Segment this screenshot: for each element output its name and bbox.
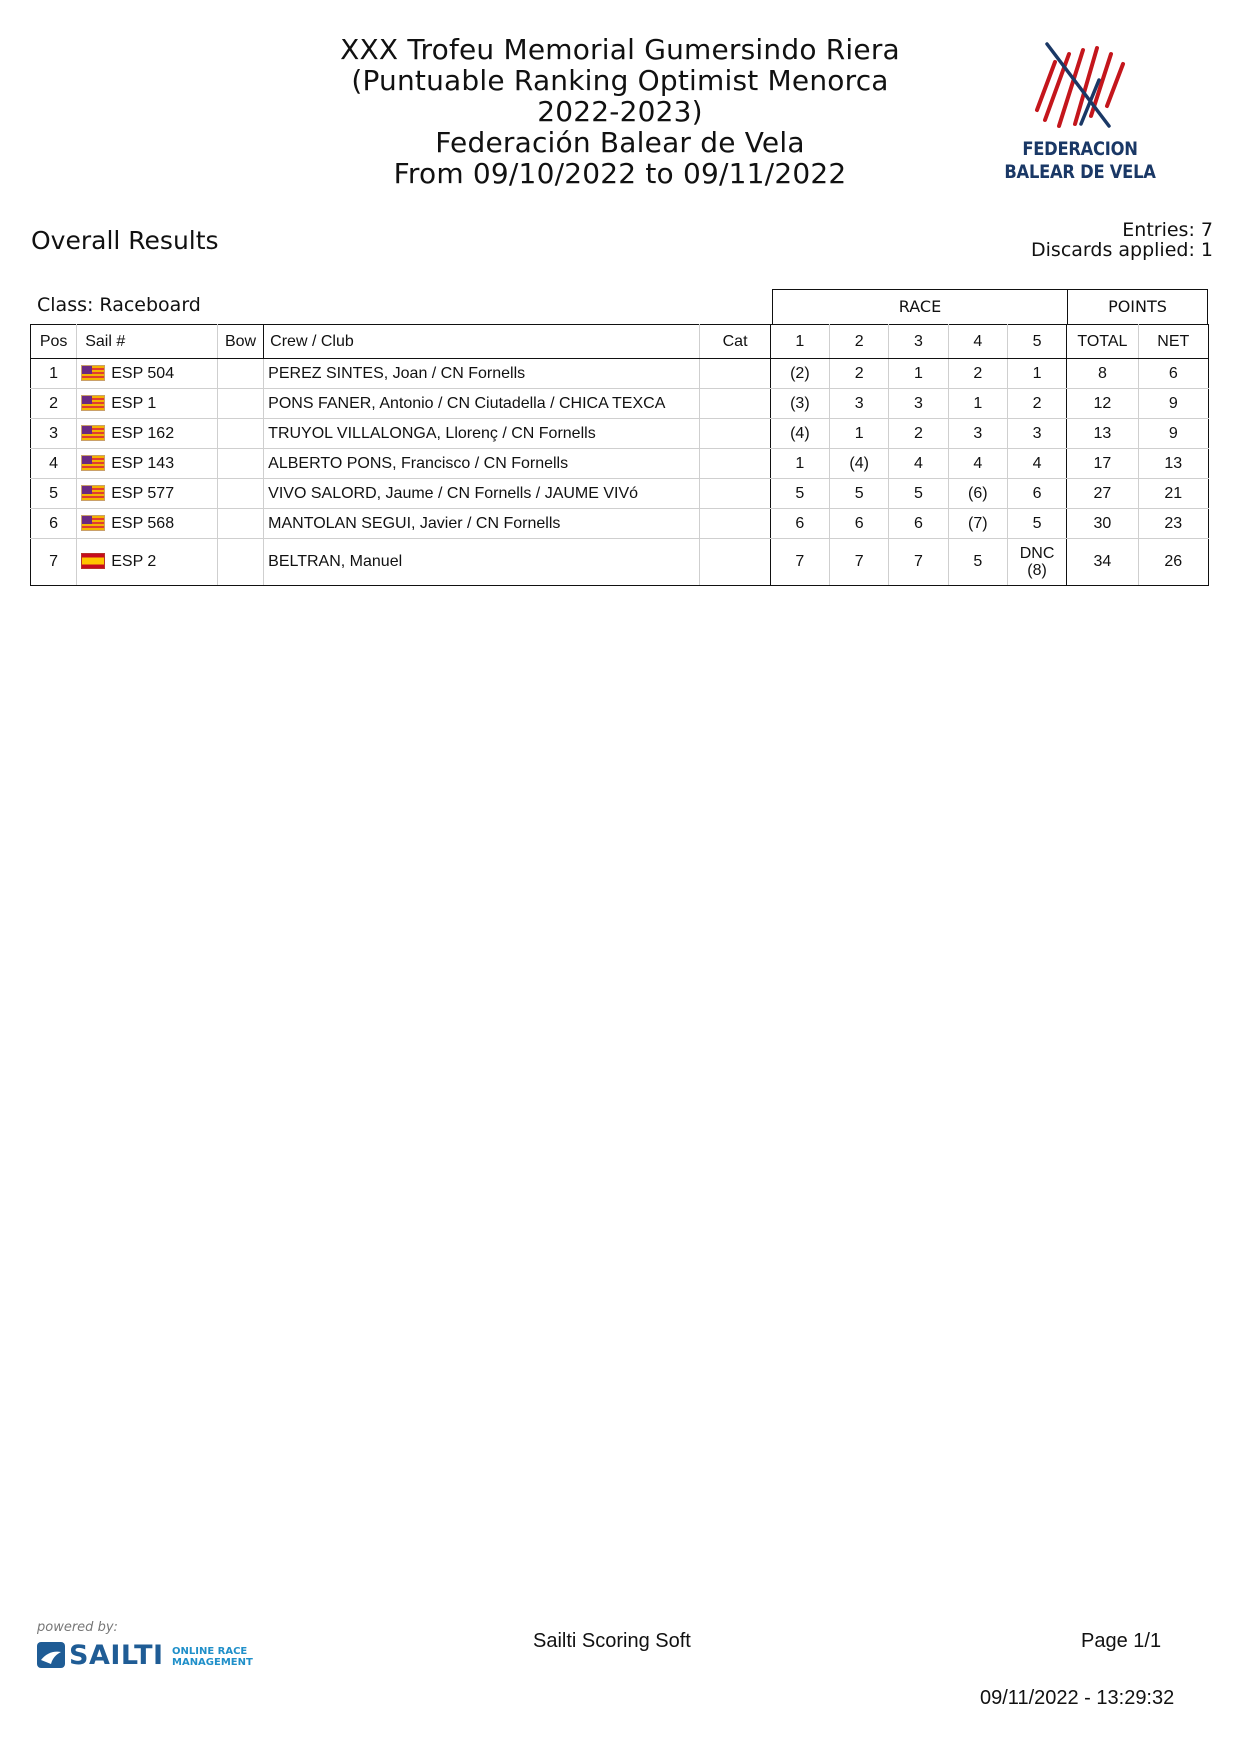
row-race-5: 2	[1007, 389, 1066, 419]
row-sail	[77, 479, 218, 509]
row-net: 9	[1138, 389, 1208, 419]
sail-number: ESP 577	[111, 484, 175, 502]
title-line-2: (Puntuable Ranking Optimist Menorca	[351, 64, 889, 97]
row-sail	[77, 389, 218, 419]
row-cat	[700, 539, 770, 586]
row-race-5: 5	[1007, 509, 1066, 539]
col-race-4: 4	[948, 325, 1007, 359]
row-race-1: (4)	[770, 419, 829, 449]
row-race-2: 5	[830, 479, 889, 509]
row-cat	[700, 479, 770, 509]
title-line-4: Federación Balear de Vela	[435, 126, 805, 159]
balearic-flag-icon	[81, 395, 105, 411]
row-pos: 5	[31, 479, 77, 509]
col-net: NET	[1138, 325, 1208, 359]
row-cat	[700, 509, 770, 539]
results-table	[30, 324, 1209, 586]
row-crew: PEREZ SINTES, Joan / CN Fornells	[264, 359, 700, 389]
table-row	[31, 389, 1209, 419]
col-race-5: 5	[1007, 325, 1066, 359]
col-race-1: 1	[770, 325, 829, 359]
sailti-logo	[37, 1640, 253, 1676]
race-score: (8)	[1027, 561, 1047, 579]
results-meta	[1031, 220, 1213, 260]
row-race-3: 5	[889, 479, 948, 509]
balearic-flag-icon	[81, 455, 105, 471]
row-total: 27	[1067, 479, 1138, 509]
row-net: 6	[1138, 359, 1208, 389]
row-race-1: (3)	[770, 389, 829, 419]
row-bow	[217, 359, 263, 389]
title-line-5: From 09/10/2022 to 09/11/2022	[393, 157, 847, 190]
sailti-wordmark: SAILTI	[69, 1640, 164, 1671]
row-race-4: (6)	[948, 479, 1007, 509]
row-cat	[700, 449, 770, 479]
row-race-3: 1	[889, 359, 948, 389]
col-race-3: 3	[889, 325, 948, 359]
section-title: Overall Results	[31, 226, 219, 255]
col-total: TOTAL	[1067, 325, 1138, 359]
row-crew: MANTOLAN SEGUI, Javier / CN Fornells	[264, 509, 700, 539]
row-race-2: 2	[830, 359, 889, 389]
balearic-flag-icon	[81, 425, 105, 441]
row-race-5: 4	[1007, 449, 1066, 479]
row-crew: BELTRAN, Manuel	[264, 539, 700, 586]
entries-count: Entries: 7	[1122, 219, 1213, 241]
row-crew: VIVO SALORD, Jaume / CN Fornells / JAUME VIVó	[264, 479, 700, 509]
row-race-4: (7)	[948, 509, 1007, 539]
row-total: 13	[1067, 419, 1138, 449]
points-group-header: POINTS	[1067, 289, 1208, 325]
row-bow	[217, 509, 263, 539]
sail-number: ESP 143	[111, 454, 175, 472]
table-row	[31, 479, 1209, 509]
sailti-mark-icon	[37, 1642, 65, 1668]
row-net: 26	[1138, 539, 1208, 586]
row-pos: 6	[31, 509, 77, 539]
row-total: 17	[1067, 449, 1138, 479]
row-race-4: 4	[948, 449, 1007, 479]
row-cat	[700, 419, 770, 449]
row-pos: 1	[31, 359, 77, 389]
col-pos: Pos	[31, 325, 77, 359]
table-row	[31, 449, 1209, 479]
document-title	[330, 34, 910, 189]
row-sail	[77, 539, 218, 586]
sailti-tagline-line-2: MANAGEMENT	[172, 1657, 253, 1668]
col-sail: Sail #	[77, 325, 218, 359]
row-crew: PONS FANER, Antonio / CN Ciutadella / CHICA TEXCA	[264, 389, 700, 419]
logo-wordmark	[1003, 138, 1158, 184]
row-race-4: 1	[948, 389, 1007, 419]
table-header-row	[31, 325, 1209, 359]
row-total: 34	[1067, 539, 1138, 586]
discards-applied: Discards applied: 1	[1031, 239, 1213, 261]
row-net: 13	[1138, 449, 1208, 479]
logo-line-2: BALEAR DE VELA	[1004, 161, 1156, 183]
balearic-flag-icon	[81, 365, 105, 381]
row-net: 23	[1138, 509, 1208, 539]
federation-emblem-icon	[1025, 40, 1135, 132]
row-race-1: 6	[770, 509, 829, 539]
row-race-2: 3	[830, 389, 889, 419]
col-race-2: 2	[830, 325, 889, 359]
logo-line-1: FEDERACION	[1022, 138, 1138, 160]
row-race-5: 1	[1007, 359, 1066, 389]
row-pos: 7	[31, 539, 77, 586]
race-group-header: RACE	[772, 289, 1068, 325]
row-cat	[700, 359, 770, 389]
row-race-5	[1007, 539, 1066, 586]
row-race-3: 4	[889, 449, 948, 479]
table-row	[31, 419, 1209, 449]
row-crew: TRUYOL VILLALONGA, Llorenç / CN Fornells	[264, 419, 700, 449]
sail-number: ESP 1	[111, 394, 157, 412]
row-total: 12	[1067, 389, 1138, 419]
row-race-4: 2	[948, 359, 1007, 389]
balearic-flag-icon	[81, 485, 105, 501]
row-sail	[77, 419, 218, 449]
sail-number: ESP 162	[111, 424, 175, 442]
row-bow	[217, 479, 263, 509]
footer-software: Sailti Scoring Soft	[533, 1630, 691, 1652]
row-total: 30	[1067, 509, 1138, 539]
title-line-3: 2022-2023)	[537, 95, 703, 128]
sail-number: ESP 2	[111, 553, 157, 570]
col-crew: Crew / Club	[264, 325, 700, 359]
row-cat	[700, 389, 770, 419]
row-net: 9	[1138, 419, 1208, 449]
row-race-4: 5	[948, 539, 1007, 586]
row-race-4: 3	[948, 419, 1007, 449]
federation-logo	[990, 40, 1170, 185]
spain-flag-icon	[81, 553, 105, 569]
row-sail	[77, 509, 218, 539]
title-line-1: XXX Trofeu Memorial Gumersindo Riera	[340, 33, 900, 66]
row-pos: 2	[31, 389, 77, 419]
row-crew: ALBERTO PONS, Francisco / CN Fornells	[264, 449, 700, 479]
table-row	[31, 539, 1209, 586]
powered-by-label: powered by:	[37, 1620, 118, 1635]
row-pos: 4	[31, 449, 77, 479]
print-timestamp: 09/11/2022 - 13:29:32	[980, 1687, 1175, 1709]
row-race-1: 5	[770, 479, 829, 509]
table-row	[31, 359, 1209, 389]
row-race-2: (4)	[830, 449, 889, 479]
row-total: 8	[1067, 359, 1138, 389]
table-row	[31, 509, 1209, 539]
sailti-tagline-line-1: ONLINE RACE	[172, 1646, 248, 1657]
row-race-2: 6	[830, 509, 889, 539]
row-pos: 3	[31, 419, 77, 449]
balearic-flag-icon	[81, 515, 105, 531]
row-race-3: 6	[889, 509, 948, 539]
row-race-2: 1	[830, 419, 889, 449]
row-race-5: 6	[1007, 479, 1066, 509]
page-number: Page 1/1	[1081, 1630, 1162, 1652]
col-cat: Cat	[700, 325, 770, 359]
row-race-1: 7	[770, 539, 829, 586]
row-race-1: (2)	[770, 359, 829, 389]
row-sail	[77, 359, 218, 389]
class-label: Class: Raceboard	[37, 294, 201, 316]
row-race-1: 1	[770, 449, 829, 479]
row-net: 21	[1138, 479, 1208, 509]
row-race-2: 7	[830, 539, 889, 586]
race-code: DNC	[1019, 544, 1055, 562]
row-bow	[217, 389, 263, 419]
row-bow	[217, 539, 263, 586]
row-race-3: 3	[889, 389, 948, 419]
race-status-dnc	[1020, 545, 1055, 579]
sailti-tagline	[172, 1646, 253, 1668]
row-race-3: 2	[889, 419, 948, 449]
row-bow	[217, 419, 263, 449]
row-bow	[217, 449, 263, 479]
sail-number: ESP 568	[111, 514, 175, 532]
sail-number: ESP 504	[111, 364, 175, 382]
row-sail	[77, 449, 218, 479]
row-race-5: 3	[1007, 419, 1066, 449]
row-race-3: 7	[889, 539, 948, 586]
col-bow: Bow	[217, 325, 263, 359]
